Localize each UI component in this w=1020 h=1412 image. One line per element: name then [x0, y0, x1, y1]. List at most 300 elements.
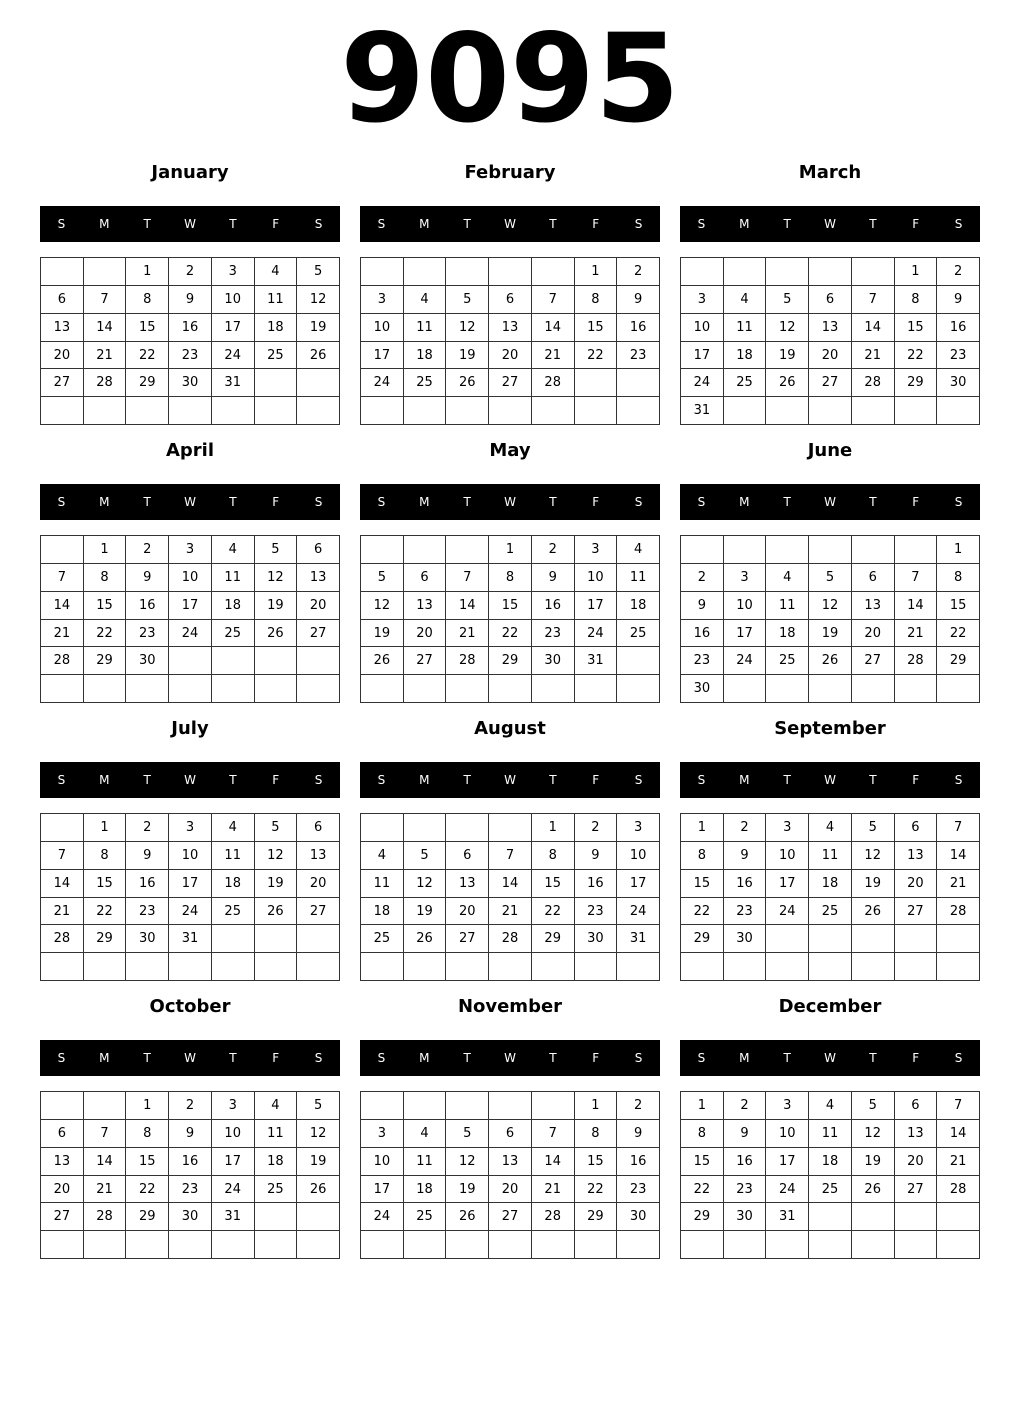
year-title: 9095 — [340, 8, 680, 150]
weekday-label: W — [504, 1051, 516, 1065]
weekday-header — [40, 1040, 340, 1076]
day-cell: 15 — [937, 592, 980, 620]
empty-cell — [212, 675, 255, 703]
day-cell: 12 — [766, 314, 809, 342]
day-cell: 15 — [575, 314, 618, 342]
day-cell: 15 — [84, 870, 127, 898]
day-cell: 8 — [532, 842, 575, 870]
empty-cell — [724, 675, 767, 703]
weekday-label: M — [739, 217, 750, 231]
day-cell: 12 — [361, 592, 404, 620]
empty-cell — [361, 397, 404, 425]
empty-cell — [617, 953, 660, 981]
day-cell: 26 — [852, 898, 895, 926]
empty-cell — [489, 397, 532, 425]
day-cell: 17 — [169, 592, 212, 620]
empty-cell — [724, 953, 767, 981]
day-cell: 22 — [937, 620, 980, 648]
day-cell: 12 — [255, 564, 298, 592]
empty-cell — [212, 953, 255, 981]
day-cell: 23 — [169, 342, 212, 370]
day-cell: 30 — [126, 925, 169, 953]
empty-cell — [852, 675, 895, 703]
weekday-label: M — [739, 1051, 750, 1065]
day-cell: 5 — [255, 814, 298, 842]
empty-cell — [41, 1231, 84, 1259]
empty-cell — [446, 675, 489, 703]
empty-cell — [852, 397, 895, 425]
empty-cell — [617, 647, 660, 675]
day-cell: 17 — [361, 342, 404, 370]
day-cell: 27 — [489, 369, 532, 397]
day-cell: 29 — [895, 369, 938, 397]
day-cell: 19 — [446, 1176, 489, 1204]
day-cell: 12 — [404, 870, 447, 898]
weekday-label: F — [592, 495, 600, 509]
empty-cell — [681, 258, 724, 286]
day-cell: 19 — [852, 1148, 895, 1176]
empty-cell — [532, 953, 575, 981]
day-cell: 29 — [84, 925, 127, 953]
day-cell: 23 — [724, 1176, 767, 1204]
day-cell: 13 — [895, 1120, 938, 1148]
day-cell: 31 — [617, 925, 660, 953]
day-cell: 25 — [212, 898, 255, 926]
day-cell: 5 — [361, 564, 404, 592]
empty-cell — [404, 536, 447, 564]
day-cell: 23 — [575, 898, 618, 926]
day-cell: 27 — [809, 369, 852, 397]
day-cell: 30 — [126, 647, 169, 675]
empty-cell — [937, 953, 980, 981]
day-cell: 30 — [724, 1203, 767, 1231]
day-cell: 20 — [297, 592, 340, 620]
empty-cell — [84, 675, 127, 703]
day-cell: 5 — [809, 564, 852, 592]
day-cell: 15 — [489, 592, 532, 620]
weekday-label: F — [912, 217, 920, 231]
day-cell: 17 — [766, 870, 809, 898]
day-grid — [680, 813, 980, 981]
day-cell: 1 — [126, 1092, 169, 1120]
empty-cell — [937, 397, 980, 425]
day-cell: 17 — [681, 342, 724, 370]
weekday-label: S — [314, 217, 323, 231]
empty-cell — [255, 1231, 298, 1259]
day-cell: 21 — [446, 620, 489, 648]
day-cell: 10 — [212, 286, 255, 314]
day-cell: 26 — [255, 898, 298, 926]
weekday-label: S — [314, 1051, 323, 1065]
day-cell: 5 — [852, 1092, 895, 1120]
empty-cell — [255, 647, 298, 675]
empty-cell — [126, 675, 169, 703]
day-cell: 31 — [212, 1203, 255, 1231]
day-cell: 16 — [937, 314, 980, 342]
day-cell: 8 — [84, 842, 127, 870]
day-cell: 9 — [681, 592, 724, 620]
day-cell: 22 — [126, 342, 169, 370]
day-cell: 12 — [255, 842, 298, 870]
empty-cell — [84, 397, 127, 425]
weekday-label: S — [314, 495, 323, 509]
day-cell: 13 — [895, 842, 938, 870]
day-cell: 21 — [532, 1176, 575, 1204]
day-cell: 18 — [809, 1148, 852, 1176]
day-cell: 29 — [126, 1203, 169, 1231]
empty-cell — [489, 1092, 532, 1120]
day-cell: 4 — [404, 1120, 447, 1148]
day-cell: 7 — [84, 286, 127, 314]
day-cell: 1 — [937, 536, 980, 564]
weekday-label: M — [99, 773, 110, 787]
weekday-label: F — [592, 217, 600, 231]
day-cell: 21 — [41, 898, 84, 926]
empty-cell — [895, 953, 938, 981]
day-cell: 2 — [126, 536, 169, 564]
day-cell: 3 — [681, 286, 724, 314]
day-cell: 7 — [852, 286, 895, 314]
empty-cell — [852, 1203, 895, 1231]
weekday-header — [680, 206, 980, 242]
day-cell: 4 — [212, 536, 255, 564]
day-cell: 9 — [126, 842, 169, 870]
day-grid — [40, 813, 340, 981]
day-cell: 13 — [852, 592, 895, 620]
weekday-label: F — [912, 773, 920, 787]
day-cell: 21 — [937, 1148, 980, 1176]
empty-cell — [681, 536, 724, 564]
day-cell: 24 — [361, 369, 404, 397]
empty-cell — [41, 814, 84, 842]
empty-cell — [852, 953, 895, 981]
weekday-label: T — [783, 773, 791, 787]
day-cell: 20 — [446, 898, 489, 926]
empty-cell — [297, 1231, 340, 1259]
day-cell: 6 — [852, 564, 895, 592]
day-cell: 27 — [489, 1203, 532, 1231]
day-cell: 18 — [404, 1176, 447, 1204]
day-cell: 3 — [766, 1092, 809, 1120]
day-cell: 30 — [575, 925, 618, 953]
weekday-label: M — [739, 495, 750, 509]
day-cell: 3 — [169, 814, 212, 842]
weekday-label: W — [824, 495, 836, 509]
empty-cell — [297, 925, 340, 953]
day-cell: 25 — [617, 620, 660, 648]
month-name: December — [778, 996, 882, 1017]
day-cell: 13 — [41, 314, 84, 342]
weekday-label: S — [634, 773, 643, 787]
empty-cell — [852, 925, 895, 953]
day-grid — [680, 535, 980, 703]
day-cell: 26 — [255, 620, 298, 648]
empty-cell — [212, 1231, 255, 1259]
empty-cell — [126, 953, 169, 981]
day-cell: 1 — [895, 258, 938, 286]
day-cell: 4 — [361, 842, 404, 870]
day-cell: 28 — [895, 647, 938, 675]
weekday-label: T — [869, 1051, 877, 1065]
day-cell: 18 — [809, 870, 852, 898]
weekday-label: T — [463, 495, 471, 509]
day-grid — [40, 1091, 340, 1259]
empty-cell — [809, 1231, 852, 1259]
month-name: February — [464, 162, 556, 183]
day-cell: 17 — [212, 314, 255, 342]
day-cell: 20 — [809, 342, 852, 370]
empty-cell — [681, 1231, 724, 1259]
empty-cell — [724, 397, 767, 425]
day-cell: 18 — [724, 342, 767, 370]
weekday-label: W — [184, 217, 196, 231]
empty-cell — [169, 675, 212, 703]
day-cell: 8 — [126, 286, 169, 314]
day-cell: 3 — [169, 536, 212, 564]
empty-cell — [361, 1092, 404, 1120]
day-cell: 24 — [766, 1176, 809, 1204]
empty-cell — [766, 925, 809, 953]
empty-cell — [617, 1231, 660, 1259]
day-cell: 16 — [169, 1148, 212, 1176]
day-cell: 2 — [575, 814, 618, 842]
day-cell: 11 — [404, 1148, 447, 1176]
day-cell: 20 — [41, 1176, 84, 1204]
day-cell: 26 — [404, 925, 447, 953]
weekday-label: M — [739, 773, 750, 787]
day-cell: 14 — [446, 592, 489, 620]
day-grid — [360, 1091, 660, 1259]
day-cell: 14 — [532, 314, 575, 342]
day-cell: 4 — [809, 814, 852, 842]
weekday-label: M — [419, 1051, 430, 1065]
day-cell: 18 — [617, 592, 660, 620]
weekday-label: T — [463, 1051, 471, 1065]
month-name: January — [151, 162, 229, 183]
day-grid — [360, 813, 660, 981]
empty-cell — [766, 953, 809, 981]
day-cell: 12 — [852, 842, 895, 870]
day-cell: 16 — [575, 870, 618, 898]
empty-cell — [575, 953, 618, 981]
day-cell: 11 — [361, 870, 404, 898]
empty-cell — [724, 536, 767, 564]
day-cell: 29 — [681, 925, 724, 953]
weekday-label: T — [549, 217, 557, 231]
day-cell: 8 — [489, 564, 532, 592]
weekday-label: T — [549, 773, 557, 787]
day-cell: 22 — [84, 898, 127, 926]
day-cell: 9 — [724, 1120, 767, 1148]
month-name: July — [171, 718, 209, 739]
day-cell: 3 — [766, 814, 809, 842]
day-cell: 15 — [895, 314, 938, 342]
day-cell: 20 — [852, 620, 895, 648]
weekday-label: S — [697, 495, 706, 509]
weekday-label: W — [504, 495, 516, 509]
month-name: November — [457, 996, 563, 1017]
empty-cell — [361, 814, 404, 842]
day-cell: 6 — [895, 1092, 938, 1120]
day-cell: 3 — [361, 1120, 404, 1148]
day-cell: 1 — [126, 258, 169, 286]
day-cell: 28 — [852, 369, 895, 397]
day-cell: 21 — [489, 898, 532, 926]
day-cell: 22 — [575, 342, 618, 370]
day-cell: 28 — [937, 898, 980, 926]
day-cell: 7 — [532, 286, 575, 314]
day-cell: 1 — [84, 536, 127, 564]
day-cell: 7 — [937, 1092, 980, 1120]
day-cell: 19 — [809, 620, 852, 648]
empty-cell — [895, 1203, 938, 1231]
day-cell: 19 — [852, 870, 895, 898]
day-cell: 23 — [169, 1176, 212, 1204]
day-cell: 31 — [212, 369, 255, 397]
weekday-label: T — [783, 1051, 791, 1065]
day-cell: 21 — [937, 870, 980, 898]
weekday-label: S — [57, 773, 66, 787]
day-cell: 14 — [41, 870, 84, 898]
empty-cell — [575, 1231, 618, 1259]
day-cell: 28 — [84, 369, 127, 397]
weekday-header — [360, 762, 660, 798]
empty-cell — [126, 397, 169, 425]
weekday-label: W — [504, 217, 516, 231]
day-cell: 16 — [617, 1148, 660, 1176]
weekday-label: F — [272, 217, 280, 231]
weekday-label: S — [954, 217, 963, 231]
month-name: August — [474, 718, 546, 739]
day-cell: 30 — [681, 675, 724, 703]
day-cell: 5 — [297, 258, 340, 286]
day-cell: 2 — [532, 536, 575, 564]
empty-cell — [41, 1092, 84, 1120]
day-cell: 28 — [446, 647, 489, 675]
weekday-label: T — [463, 773, 471, 787]
day-cell: 23 — [532, 620, 575, 648]
day-cell: 14 — [489, 870, 532, 898]
weekday-label: S — [634, 495, 643, 509]
day-cell: 15 — [575, 1148, 618, 1176]
day-cell: 3 — [212, 1092, 255, 1120]
day-cell: 10 — [361, 314, 404, 342]
empty-cell — [895, 1231, 938, 1259]
weekday-label: W — [504, 773, 516, 787]
day-cell: 8 — [895, 286, 938, 314]
day-cell: 9 — [169, 1120, 212, 1148]
day-cell: 5 — [852, 814, 895, 842]
day-cell: 17 — [724, 620, 767, 648]
day-cell: 6 — [809, 286, 852, 314]
day-cell: 2 — [681, 564, 724, 592]
day-cell: 19 — [446, 342, 489, 370]
day-cell: 28 — [937, 1176, 980, 1204]
day-cell: 22 — [681, 1176, 724, 1204]
day-cell: 13 — [489, 1148, 532, 1176]
day-cell: 27 — [297, 898, 340, 926]
day-cell: 1 — [489, 536, 532, 564]
empty-cell — [575, 397, 618, 425]
empty-cell — [852, 536, 895, 564]
day-cell: 13 — [41, 1148, 84, 1176]
empty-cell — [361, 258, 404, 286]
weekday-label: T — [229, 495, 237, 509]
day-cell: 17 — [361, 1176, 404, 1204]
weekday-label: T — [143, 1051, 151, 1065]
day-cell: 11 — [766, 592, 809, 620]
day-cell: 19 — [255, 870, 298, 898]
empty-cell — [297, 953, 340, 981]
day-cell: 11 — [617, 564, 660, 592]
empty-cell — [532, 397, 575, 425]
day-cell: 2 — [724, 814, 767, 842]
day-cell: 2 — [169, 1092, 212, 1120]
weekday-label: W — [824, 773, 836, 787]
weekday-label: W — [824, 217, 836, 231]
empty-cell — [404, 1231, 447, 1259]
day-grid — [40, 535, 340, 703]
day-cell: 12 — [852, 1120, 895, 1148]
day-cell: 9 — [617, 1120, 660, 1148]
day-cell: 6 — [297, 536, 340, 564]
empty-cell — [255, 369, 298, 397]
day-cell: 20 — [895, 1148, 938, 1176]
empty-cell — [297, 647, 340, 675]
day-cell: 21 — [532, 342, 575, 370]
weekday-label: S — [57, 1051, 66, 1065]
weekday-label: F — [592, 773, 600, 787]
empty-cell — [84, 953, 127, 981]
day-cell: 17 — [169, 870, 212, 898]
empty-cell — [255, 397, 298, 425]
day-cell: 27 — [895, 1176, 938, 1204]
empty-cell — [617, 369, 660, 397]
day-cell: 17 — [617, 870, 660, 898]
day-cell: 10 — [169, 564, 212, 592]
day-cell: 4 — [212, 814, 255, 842]
day-cell: 1 — [681, 814, 724, 842]
day-cell: 7 — [532, 1120, 575, 1148]
empty-cell — [809, 536, 852, 564]
day-cell: 15 — [681, 1148, 724, 1176]
empty-cell — [681, 953, 724, 981]
empty-cell — [297, 1203, 340, 1231]
empty-cell — [809, 925, 852, 953]
day-cell: 8 — [575, 286, 618, 314]
empty-cell — [532, 675, 575, 703]
day-cell: 4 — [809, 1092, 852, 1120]
weekday-label: S — [697, 217, 706, 231]
day-cell: 4 — [255, 258, 298, 286]
empty-cell — [297, 369, 340, 397]
weekday-label: M — [419, 217, 430, 231]
day-cell: 18 — [404, 342, 447, 370]
empty-cell — [446, 1092, 489, 1120]
day-cell: 9 — [937, 286, 980, 314]
day-cell: 9 — [617, 286, 660, 314]
day-cell: 7 — [41, 564, 84, 592]
weekday-label: W — [184, 773, 196, 787]
day-cell: 13 — [809, 314, 852, 342]
empty-cell — [212, 925, 255, 953]
day-cell: 10 — [169, 842, 212, 870]
empty-cell — [255, 1203, 298, 1231]
day-cell: 16 — [126, 870, 169, 898]
day-cell: 24 — [169, 898, 212, 926]
day-grid — [360, 257, 660, 425]
weekday-header — [680, 1040, 980, 1076]
